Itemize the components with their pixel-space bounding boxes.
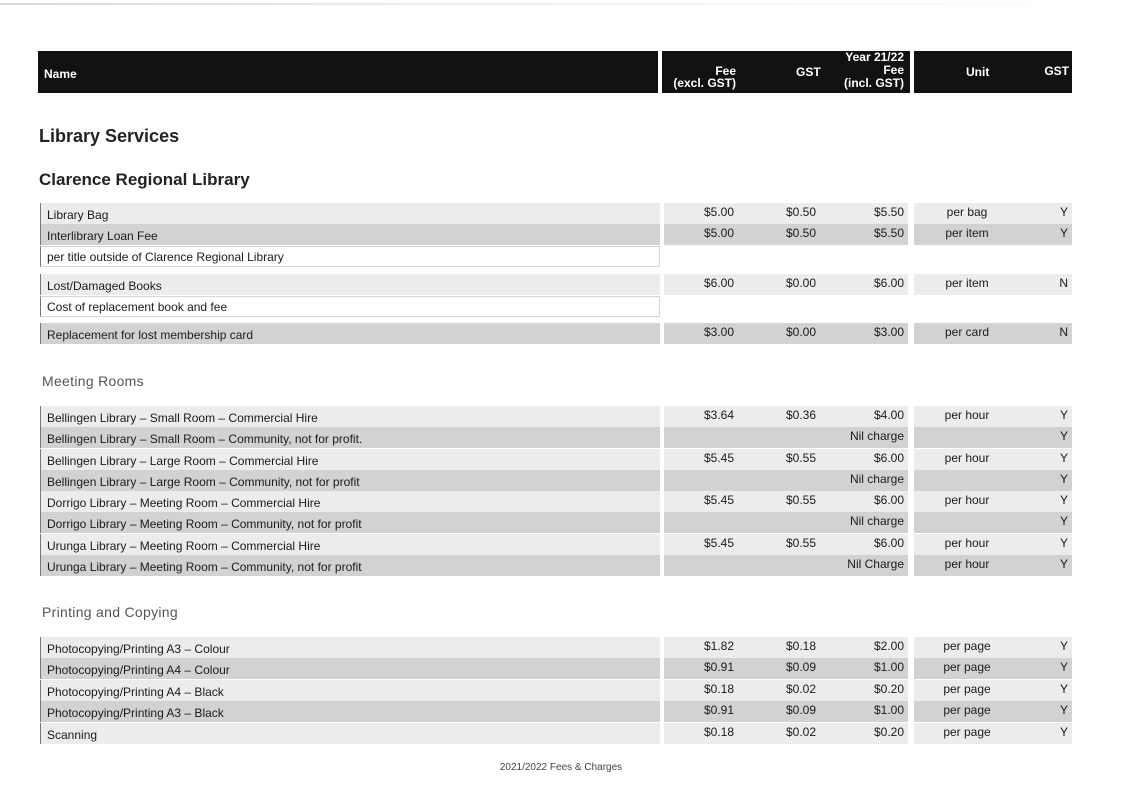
header-fee-block bbox=[662, 51, 910, 93]
table-note-row bbox=[40, 246, 1074, 267]
table-row bbox=[40, 323, 1074, 344]
row-unit: per page bbox=[943, 703, 991, 717]
row-values bbox=[664, 470, 908, 491]
scan-artifact-line bbox=[0, 3, 1122, 5]
row-unit-block bbox=[914, 323, 1072, 344]
row-values bbox=[664, 512, 908, 533]
row-fee-excl-gst: $5.45 bbox=[703, 451, 734, 465]
row-gst-flag: Y bbox=[1059, 703, 1068, 717]
row-values bbox=[664, 723, 908, 744]
row-values bbox=[664, 658, 908, 679]
row-fee-excl-gst: $3.64 bbox=[703, 408, 734, 422]
row-values bbox=[664, 555, 908, 576]
table-row bbox=[40, 274, 1074, 295]
row-name: Urunga Library – Meeting Room – Commercial Hire bbox=[40, 534, 660, 555]
row-fee-excl-gst: $0.18 bbox=[703, 725, 734, 739]
row-fee-excl-gst: $5.45 bbox=[703, 536, 734, 550]
row-fee-incl-gst: $5.50 bbox=[873, 205, 904, 219]
row-name: Interlibrary Loan Fee bbox=[40, 224, 660, 245]
row-unit-block bbox=[914, 427, 1072, 448]
row-values bbox=[664, 637, 908, 658]
table-row bbox=[40, 491, 1074, 512]
table-row bbox=[40, 680, 1074, 701]
row-unit-block bbox=[914, 658, 1072, 679]
row-name: Dorrigo Library – Meeting Room – Commercial Hire bbox=[40, 491, 660, 512]
row-unit: per page bbox=[943, 682, 991, 696]
row-note: Cost of replacement book and fee bbox=[40, 296, 660, 317]
row-gst-flag: Y bbox=[1059, 493, 1068, 507]
row-fee-incl-gst: $4.00 bbox=[873, 408, 904, 422]
row-note: per title outside of Clarence Regional Library bbox=[40, 246, 660, 267]
row-fee-excl-gst: $0.91 bbox=[703, 703, 734, 717]
row-values bbox=[664, 680, 908, 701]
header-gst-flag: GST bbox=[1044, 64, 1069, 78]
row-unit: per page bbox=[943, 725, 991, 739]
header-unit: Unit bbox=[966, 65, 990, 79]
row-gst-flag: Y bbox=[1059, 226, 1068, 240]
row-fee-incl-gst: $1.00 bbox=[873, 660, 904, 674]
row-name: Photocopying/Printing A3 – Black bbox=[40, 701, 660, 722]
row-gst: $0.55 bbox=[785, 536, 816, 550]
row-unit-block bbox=[914, 534, 1072, 555]
row-name: Scanning bbox=[40, 723, 660, 744]
row-fee-incl-gst: $6.00 bbox=[873, 536, 904, 550]
row-gst-flag: N bbox=[1059, 325, 1068, 339]
row-gst: $0.02 bbox=[785, 725, 816, 739]
table-row bbox=[40, 534, 1074, 555]
row-name: Library Bag bbox=[40, 203, 660, 224]
row-gst: $0.09 bbox=[785, 660, 816, 674]
row-gst-flag: Y bbox=[1059, 639, 1068, 653]
row-gst: $0.00 bbox=[785, 325, 816, 339]
row-values bbox=[664, 491, 908, 512]
table-row bbox=[40, 406, 1074, 427]
row-unit-block bbox=[914, 224, 1072, 245]
row-fee-incl-gst: $5.50 bbox=[873, 226, 904, 240]
row-values bbox=[664, 274, 908, 295]
table-row bbox=[40, 637, 1074, 658]
row-unit: per page bbox=[943, 639, 991, 653]
row-values bbox=[664, 323, 908, 344]
header-name: Name bbox=[38, 51, 658, 93]
section-title: Library Services bbox=[39, 126, 180, 146]
header-unit-block bbox=[914, 51, 1072, 93]
row-fee-excl-gst: $6.00 bbox=[703, 276, 734, 290]
row-values bbox=[664, 406, 908, 427]
page-footer: 2021/2022 Fees & Charges bbox=[499, 762, 623, 773]
row-name: Bellingen Library – Small Room – Commercial Hire bbox=[40, 406, 660, 427]
header-gst: GST bbox=[796, 65, 821, 79]
row-gst-flag: N bbox=[1059, 276, 1068, 290]
row-values bbox=[664, 701, 908, 722]
row-fee-incl-gst: $6.00 bbox=[873, 493, 904, 507]
row-unit: per hour bbox=[944, 451, 990, 465]
table-row bbox=[40, 449, 1074, 470]
row-values bbox=[664, 203, 908, 224]
row-fee-excl-gst: $0.91 bbox=[703, 660, 734, 674]
row-unit-block bbox=[914, 449, 1072, 470]
row-name: Bellingen Library – Large Room – Commercial Hire bbox=[40, 449, 660, 470]
row-fee-incl-gst: $6.00 bbox=[873, 276, 904, 290]
row-fee-excl-gst: $5.00 bbox=[703, 205, 734, 219]
table-row bbox=[40, 203, 1074, 224]
table-header bbox=[38, 51, 1072, 93]
row-unit: per card bbox=[944, 325, 990, 339]
row-unit: per hour bbox=[944, 536, 990, 550]
row-values bbox=[664, 534, 908, 555]
row-fee-excl-gst: $3.00 bbox=[703, 325, 734, 339]
row-gst: $0.50 bbox=[785, 226, 816, 240]
row-unit: per hour bbox=[944, 493, 990, 507]
row-unit-block bbox=[914, 637, 1072, 658]
row-gst: $0.36 bbox=[785, 408, 816, 422]
table-row bbox=[40, 555, 1074, 576]
row-gst-flag: Y bbox=[1059, 429, 1068, 443]
row-unit-block bbox=[914, 274, 1072, 295]
row-name: Lost/Damaged Books bbox=[40, 274, 660, 295]
row-gst-flag: Y bbox=[1059, 472, 1068, 486]
row-unit-block bbox=[914, 701, 1072, 722]
row-name: Photocopying/Printing A3 – Colour bbox=[40, 637, 660, 658]
row-unit: per item bbox=[945, 276, 989, 290]
row-fee-incl-gst: $2.00 bbox=[873, 639, 904, 653]
row-fee-incl-gst: Nil Charge bbox=[847, 557, 904, 571]
row-unit-block bbox=[914, 723, 1072, 744]
table-row bbox=[40, 470, 1074, 491]
row-gst-flag: Y bbox=[1059, 536, 1068, 550]
row-fee-incl-gst: $1.00 bbox=[873, 703, 904, 717]
subsection-title: Clarence Regional Library bbox=[39, 170, 250, 189]
row-gst: $0.55 bbox=[785, 451, 816, 465]
row-gst: $0.02 bbox=[785, 682, 816, 696]
table-row bbox=[40, 723, 1074, 744]
row-name: Photocopying/Printing A4 – Colour bbox=[40, 658, 660, 679]
row-fee-incl-gst: $3.00 bbox=[873, 325, 904, 339]
row-gst: $0.09 bbox=[785, 703, 816, 717]
row-gst-flag: Y bbox=[1059, 205, 1068, 219]
row-unit-block bbox=[914, 512, 1072, 533]
row-values bbox=[664, 449, 908, 470]
row-fee-excl-gst: $5.00 bbox=[703, 226, 734, 240]
table-row bbox=[40, 427, 1074, 448]
row-fee-incl-gst: $0.20 bbox=[873, 682, 904, 696]
row-fee-incl-gst: Nil charge bbox=[849, 514, 904, 528]
row-unit-block bbox=[914, 555, 1072, 576]
row-gst-flag: Y bbox=[1059, 682, 1068, 696]
table-row bbox=[40, 701, 1074, 722]
row-gst-flag: Y bbox=[1059, 451, 1068, 465]
row-name: Bellingen Library – Large Room – Community, not for profit bbox=[40, 470, 660, 491]
row-unit-block bbox=[914, 203, 1072, 224]
row-values bbox=[664, 224, 908, 245]
row-unit: per item bbox=[945, 226, 989, 240]
row-name: Dorrigo Library – Meeting Room – Community, not for profit bbox=[40, 512, 660, 533]
row-gst-flag: Y bbox=[1059, 557, 1068, 571]
row-unit: per bag bbox=[946, 205, 988, 219]
row-values bbox=[664, 427, 908, 448]
row-fee-incl-gst: Nil charge bbox=[849, 472, 904, 486]
row-name: Photocopying/Printing A4 – Black bbox=[40, 680, 660, 701]
header-fee-excl: Fee (excl. GST) bbox=[673, 64, 736, 90]
row-fee-incl-gst: Nil charge bbox=[849, 429, 904, 443]
row-unit-block bbox=[914, 406, 1072, 427]
meeting-rooms-title: Meeting Rooms bbox=[42, 373, 144, 389]
row-fee-excl-gst: $5.45 bbox=[703, 493, 734, 507]
row-gst-flag: Y bbox=[1059, 725, 1068, 739]
row-unit-block bbox=[914, 470, 1072, 491]
row-name: Replacement for lost membership card bbox=[40, 323, 660, 344]
row-unit: per page bbox=[943, 660, 991, 674]
row-gst-flag: Y bbox=[1059, 408, 1068, 422]
table-note-row bbox=[40, 296, 1074, 317]
row-gst: $0.00 bbox=[785, 276, 816, 290]
row-gst: $0.55 bbox=[785, 493, 816, 507]
printing-title: Printing and Copying bbox=[42, 604, 178, 620]
row-gst: $0.18 bbox=[785, 639, 816, 653]
row-unit-block bbox=[914, 680, 1072, 701]
row-gst-flag: Y bbox=[1059, 514, 1068, 528]
row-gst: $0.50 bbox=[785, 205, 816, 219]
row-unit: per hour bbox=[944, 408, 990, 422]
row-fee-incl-gst: $0.20 bbox=[873, 725, 904, 739]
row-name: Bellingen Library – Small Room – Community, not for profit. bbox=[40, 427, 660, 448]
row-unit: per hour bbox=[944, 557, 990, 571]
table-row bbox=[40, 224, 1074, 245]
table-row bbox=[40, 658, 1074, 679]
row-fee-incl-gst: $6.00 bbox=[873, 451, 904, 465]
row-name: Urunga Library – Meeting Room – Community, not for profit bbox=[40, 555, 660, 576]
header-year-fee: Year 21/22 Fee (incl. GST) bbox=[844, 50, 904, 90]
row-unit-block bbox=[914, 491, 1072, 512]
row-gst-flag: Y bbox=[1059, 660, 1068, 674]
row-fee-excl-gst: $0.18 bbox=[703, 682, 734, 696]
table-row bbox=[40, 512, 1074, 533]
row-fee-excl-gst: $1.82 bbox=[703, 639, 734, 653]
